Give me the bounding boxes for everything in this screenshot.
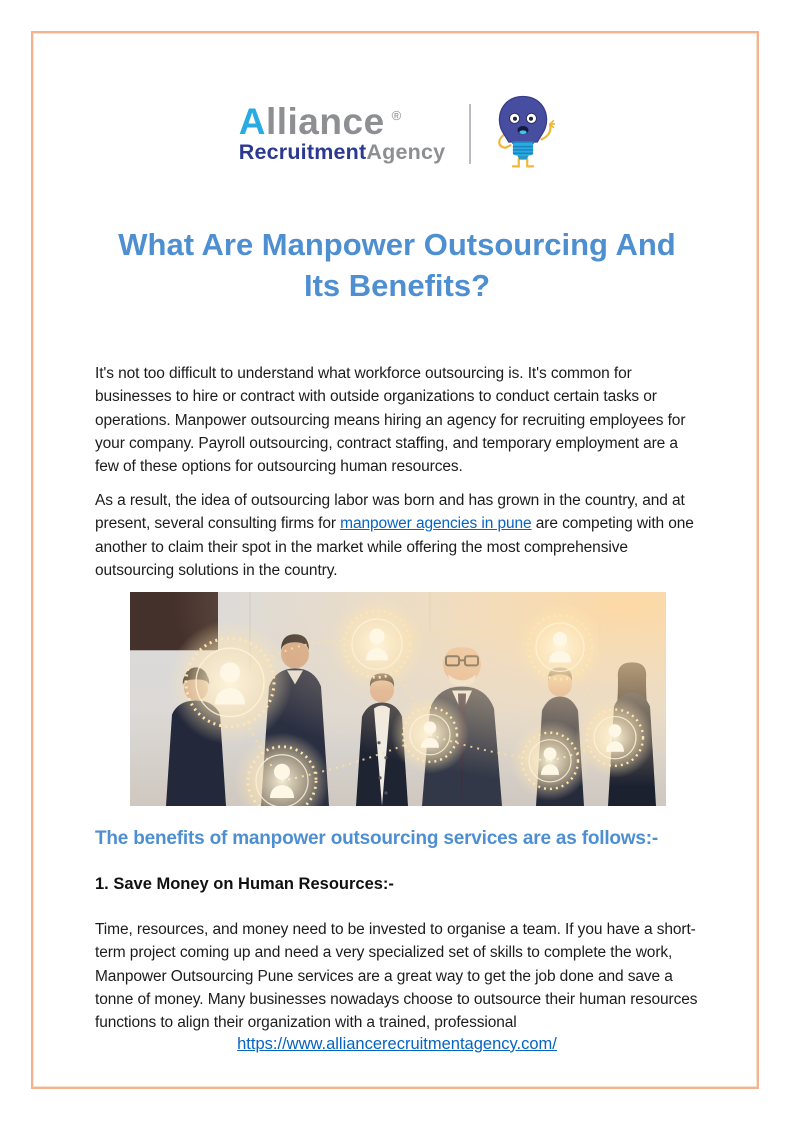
benefit-1-heading: 1. Save Money on Human Resources:-	[95, 875, 394, 893]
manpower-agencies-link[interactable]: manpower agencies in pune	[340, 515, 532, 533]
logo-divider	[469, 104, 471, 164]
logo-brand-rest: lliance	[265, 101, 385, 143]
page-title-line1: What Are Manpower Outsourcing And	[118, 227, 676, 262]
registered-trademark-icon: ®	[391, 108, 402, 124]
second-paragraph-before-link: As a result, the idea of outsourcing labor was born and has grown in the country, and at present, several consulting firms for	[95, 492, 685, 533]
footer	[47, 1035, 747, 1054]
business-team-network-photo	[130, 592, 666, 806]
website-footer-link[interactable]: https://www.alliancerecruitmentagency.com/	[237, 1035, 557, 1053]
intro-paragraph: It's not too difficult to understand what workforce outsourcing is. It's common for businesses to hire or contract with outside organizations to conduct certain tasks or operations. Manpower outsourcing means hiring an agency for recruiting employees for your company. Payroll outsourcing, contract staffing, and temporary employment are a few of these options for outsourcing human resources.	[95, 365, 686, 476]
logo-initial: A	[238, 101, 266, 143]
logo	[0, 88, 794, 179]
page-title-line2: Its Benefits?	[303, 268, 491, 303]
benefits-section-heading: The benefits of manpower outsourcing services are as follows:-	[95, 828, 659, 849]
page-title	[47, 224, 747, 306]
logo-line1	[238, 101, 446, 143]
second-paragraph	[95, 489, 699, 582]
benefit-1-paragraph: Time, resources, and money need to be invested to organise a team. If you have a short-term project coming up and need a very specialized set of skills to complete the work, Manpower Outsourcing Pune services are a great way to get the job done and save a tonne of money. Many businesses nowadays choose to outsource their human resources functions to align their organization with a trained, professional	[95, 921, 698, 1032]
logo-recruitment-text: Recruitment	[238, 140, 367, 165]
second-paragraph-after-link: are competing with one another to claim their spot in the market while offering the most comprehensive outsourcing solutions in the country.	[95, 515, 694, 579]
logo-line2	[239, 142, 446, 164]
lightbulb-mascot-icon	[491, 88, 555, 179]
logo-wordmark	[239, 103, 446, 164]
logo-agency-text: Agency	[366, 140, 446, 165]
